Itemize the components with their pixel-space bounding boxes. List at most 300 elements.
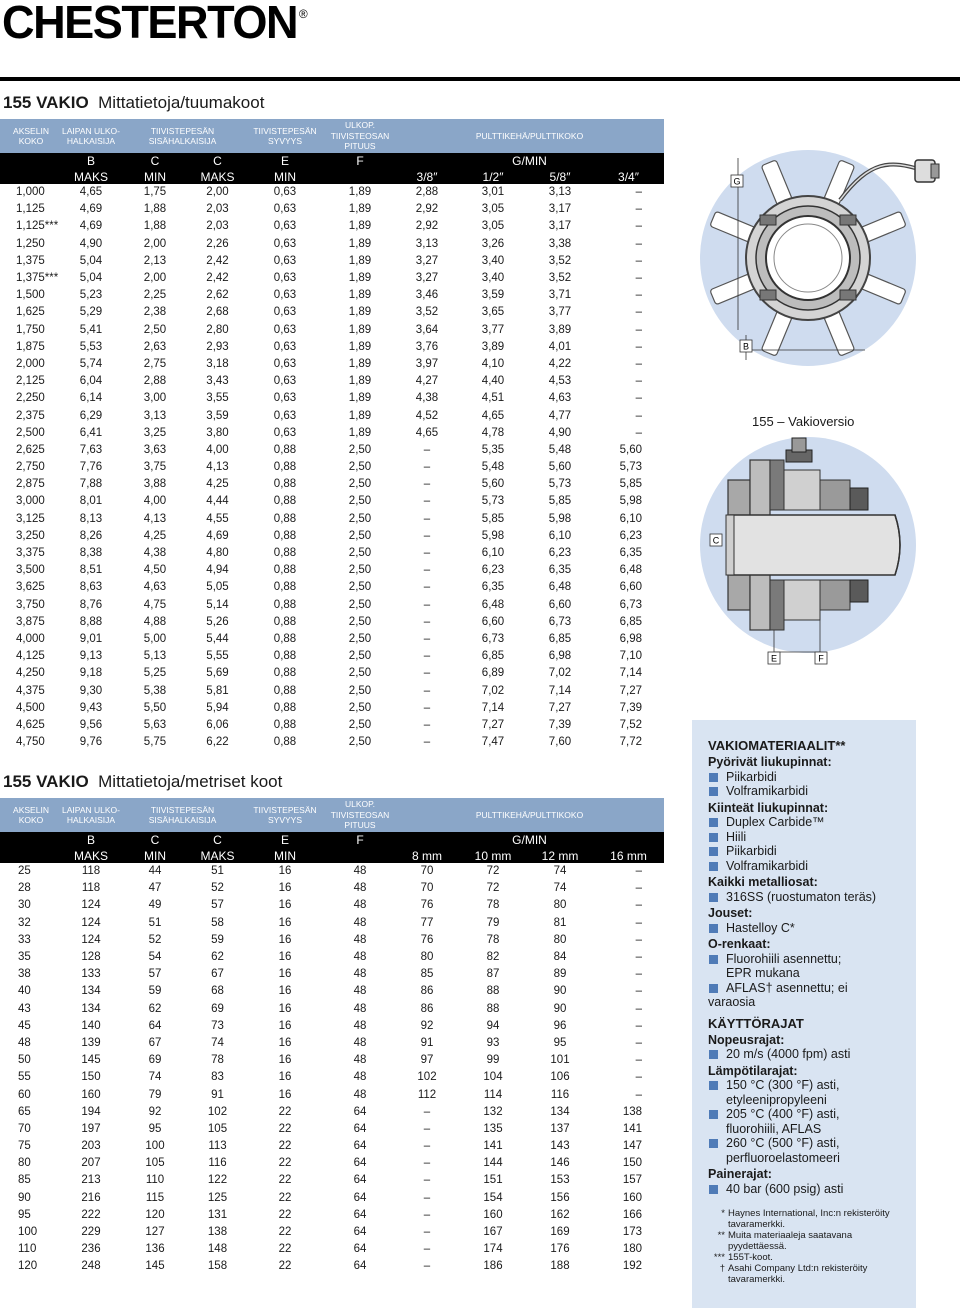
table-cell: –	[423, 581, 431, 594]
table-cell: 65	[18, 1105, 31, 1118]
table-row	[0, 1172, 664, 1189]
table-cell: 4,53	[548, 375, 572, 388]
table-cell: 6,23	[481, 564, 505, 577]
table-cell: 169	[550, 1226, 570, 1239]
table-cell: 1,89	[348, 392, 372, 405]
table-cell: 131	[207, 1208, 228, 1221]
table-row	[0, 1069, 664, 1086]
table-cell: 2,500	[16, 426, 45, 439]
seal-section-view	[700, 437, 916, 653]
bullet-square-icon	[709, 818, 718, 827]
header-bore: TIIVISTEPESÄN SISÄHALKAISIJA	[120, 119, 245, 153]
table-cell: 0,63	[273, 375, 297, 388]
table-cell: 9,30	[79, 684, 103, 697]
table-row	[0, 253, 664, 270]
table-cell: –	[423, 1157, 431, 1170]
table-cell: 118	[81, 882, 101, 895]
table-cell: 94	[486, 1019, 500, 1032]
table-cell: 4,65	[481, 409, 505, 422]
header-bore: TIIVISTEPESÄN SISÄHALKAISIJA	[120, 798, 245, 832]
table-cell: 6,35	[619, 547, 642, 560]
table-cell: 4,63	[548, 392, 572, 405]
table-cell: 45	[18, 1019, 31, 1032]
table-cell: 122	[207, 1174, 228, 1187]
inch-title-sub: Mittatietoja/tuumakoot	[98, 93, 265, 112]
table-cell: 4,38	[415, 392, 439, 405]
table-cell: 0,63	[273, 392, 297, 405]
table-cell: 1,89	[348, 340, 372, 353]
item-text: 205 °C (400 °F) asti,	[726, 1107, 840, 1121]
table-cell: 2,50	[348, 667, 372, 680]
table-cell: 6,14	[79, 392, 103, 405]
table-cell: 16	[278, 951, 292, 964]
table-row	[0, 356, 664, 373]
table-cell: 0,88	[273, 581, 297, 594]
bullet-square-icon	[709, 833, 718, 842]
table-cell: 6,35	[548, 564, 572, 577]
table-cell: 5,48	[481, 461, 505, 474]
header-letter-c-min: C	[120, 832, 190, 848]
table-cell: 75	[18, 1140, 31, 1153]
table-cell: 44	[148, 865, 162, 878]
table-cell: 180	[622, 1243, 642, 1256]
table-cell: 3,40	[481, 272, 505, 285]
table-cell: 2,875	[16, 478, 45, 491]
table-cell: 48	[353, 865, 367, 878]
header-shaft: AKSELIN KOKO	[0, 798, 62, 832]
table-cell: 8,01	[79, 495, 103, 508]
table-cell: 16	[278, 985, 292, 998]
table-cell: 5,85	[481, 512, 505, 525]
table-cell: –	[423, 1208, 431, 1221]
table-cell: 100	[18, 1226, 38, 1239]
table-cell: 85	[420, 968, 434, 981]
table-cell: 52	[148, 933, 162, 946]
footnotes	[708, 1208, 916, 1285]
table-cell: 166	[622, 1208, 642, 1221]
table-cell: 156	[550, 1191, 570, 1204]
table-cell: 116	[208, 1157, 227, 1170]
table-row	[0, 734, 664, 751]
table-cell: 1,88	[143, 220, 167, 233]
table-cell: –	[635, 220, 642, 233]
table-cell: 74	[148, 1071, 162, 1084]
section-title: Kaikki metalliosat:	[708, 875, 818, 889]
table-row	[0, 442, 664, 459]
table-cell: 48	[353, 1036, 367, 1049]
table-cell: 3,25	[143, 426, 167, 439]
table-cell: 64	[353, 1174, 367, 1187]
table-cell: 1,89	[348, 375, 372, 388]
table-cell: –	[635, 340, 642, 353]
table-cell: 6,73	[481, 632, 505, 645]
table-cell: –	[423, 1140, 431, 1153]
item-text: Volframikarbidi	[726, 858, 808, 873]
table-cell: 22	[278, 1226, 292, 1239]
bullet-square-icon	[709, 1081, 718, 1090]
table-cell: 3,26	[481, 237, 505, 250]
table-cell: 80	[553, 933, 567, 946]
table-cell: 59	[148, 985, 162, 998]
table-cell: 6,85	[548, 632, 572, 645]
table-row	[0, 1207, 664, 1224]
footnote-line	[708, 1263, 916, 1274]
table-cell: –	[423, 598, 431, 611]
table-cell: 157	[622, 1174, 642, 1187]
bullet-square-icon	[709, 773, 718, 782]
inch-table-title	[3, 93, 264, 113]
table-cell: 3,17	[548, 220, 572, 233]
table-cell: 52	[211, 882, 224, 895]
table-cell: 9,01	[79, 632, 103, 645]
table-cell: –	[635, 375, 642, 388]
bolt-size: 1/2″	[459, 169, 527, 184]
table-cell: 0,88	[273, 461, 297, 474]
bullet-square-icon	[709, 862, 718, 871]
table-cell: 3,97	[415, 357, 439, 370]
table-cell: 1,88	[143, 203, 167, 216]
svg-text:E: E	[770, 653, 778, 664]
footnote-line	[708, 1230, 916, 1241]
footnote-mark: †	[719, 1263, 725, 1274]
table-cell: 3,18	[206, 357, 229, 370]
table-cell: 143	[550, 1140, 570, 1153]
table-cell: 2,50	[348, 615, 372, 628]
table-cell: 104	[483, 1071, 503, 1084]
table-cell: 2,50	[348, 443, 372, 456]
footnote-line	[708, 1274, 916, 1285]
table-cell: 2,62	[206, 289, 229, 302]
table-cell: 7,27	[619, 684, 642, 697]
table-cell: 4,51	[481, 392, 505, 405]
table-cell: 67	[211, 968, 224, 981]
table-cell: 4,13	[206, 461, 229, 474]
table-cell: 7,14	[481, 701, 505, 714]
material-item	[708, 981, 916, 996]
table-cell: 8,88	[79, 615, 103, 628]
table-cell: 127	[145, 1226, 165, 1239]
table-cell: 96	[553, 1019, 567, 1032]
table-cell: 3,750	[16, 598, 45, 611]
table-cell: 73	[211, 1019, 224, 1032]
material-item	[708, 815, 916, 830]
table-row	[0, 648, 664, 665]
table-cell: 62	[211, 951, 224, 964]
table-cell: 5,38	[143, 684, 167, 697]
table-cell: 8,51	[79, 564, 103, 577]
table-cell: 4,27	[415, 375, 439, 388]
material-item	[708, 1078, 916, 1093]
table-cell: 5,94	[206, 701, 229, 714]
table-cell: 6,89	[481, 667, 505, 680]
table-cell: 1,89	[348, 272, 372, 285]
header-letter-e: E	[245, 153, 325, 169]
table-cell: 2,50	[143, 323, 167, 336]
table-cell: 4,38	[143, 547, 167, 560]
table-cell: 6,85	[619, 615, 642, 628]
table-cell: 0,63	[273, 220, 297, 233]
table-cell: 70	[420, 865, 434, 878]
table-cell: 2,50	[348, 478, 372, 491]
table-cell: 4,77	[548, 409, 572, 422]
header-letter-c-max: C	[190, 832, 245, 848]
table-cell: –	[635, 899, 642, 912]
table-cell: 1,89	[348, 409, 372, 422]
table-cell: 7,76	[79, 461, 103, 474]
table-cell: 7,14	[548, 684, 572, 697]
table-cell: –	[635, 1071, 642, 1084]
material-item	[708, 1047, 916, 1062]
table-cell: 59	[211, 933, 224, 946]
table-cell: 160	[81, 1088, 101, 1101]
table-row	[0, 373, 664, 390]
item-text: Duplex Carbide™	[726, 815, 825, 829]
table-cell: 194	[81, 1105, 101, 1118]
table-row	[0, 562, 664, 579]
table-cell: 80	[553, 899, 567, 912]
table-cell: 64	[353, 1226, 367, 1239]
table-row	[0, 579, 664, 596]
table-cell: 0,88	[273, 564, 297, 577]
table-row	[0, 270, 664, 287]
table-cell: 136	[145, 1243, 165, 1256]
table-cell: 141	[483, 1140, 503, 1153]
table-cell: 6,35	[481, 581, 505, 594]
table-cell: 3,64	[415, 323, 439, 336]
footnote-line	[708, 1208, 916, 1219]
bullet-square-icon	[709, 984, 718, 993]
header-length: ULKOP. TIIVISTEOSAN PITUUS	[325, 119, 395, 153]
item-text: 316SS (ruostumaton teräs)	[726, 889, 877, 904]
table-cell: 2,68	[206, 306, 229, 319]
table-cell: 248	[81, 1260, 101, 1273]
table-cell: 4,375	[16, 684, 45, 697]
table-cell: 1,875	[16, 340, 45, 353]
table-cell: 16	[278, 1019, 292, 1032]
table-cell: 4,90	[79, 237, 103, 250]
table-cell: 38	[18, 968, 31, 981]
material-item	[708, 1122, 916, 1137]
table-cell: 2,50	[348, 461, 372, 474]
table-row	[0, 184, 664, 201]
table-cell: 5,98	[481, 529, 505, 542]
table-cell: 158	[207, 1260, 228, 1273]
table-cell: 79	[148, 1088, 162, 1101]
item-text: 40 bar (600 psig) asti	[726, 1181, 844, 1196]
table-cell: 67	[148, 1036, 162, 1049]
table-row	[0, 631, 664, 648]
item-text: 150 °C (300 °F) asti,	[726, 1078, 840, 1092]
header-flange: LAIPAN ULKO-HALKAISIJA	[62, 119, 120, 153]
table-cell: –	[423, 529, 431, 542]
table-cell: 64	[353, 1105, 367, 1118]
table-cell: 145	[145, 1260, 165, 1273]
table-cell: 4,25	[143, 529, 167, 542]
table-cell: 7,60	[548, 736, 572, 749]
table-cell: 6,85	[481, 650, 505, 663]
table-cell: –	[635, 357, 642, 370]
table-cell: 3,89	[481, 340, 505, 353]
registered-mark: ®	[299, 7, 308, 21]
table-cell: –	[635, 237, 642, 250]
table-cell: 76	[420, 899, 434, 912]
metric-dimension-table	[0, 798, 664, 1276]
table-cell: 5,75	[143, 736, 167, 749]
drawing-label-b	[740, 340, 752, 352]
table-cell: –	[635, 392, 642, 405]
table-cell: 48	[353, 985, 367, 998]
table-cell: 64	[353, 1243, 367, 1256]
table-cell: 3,00	[143, 392, 167, 405]
table-cell: 16	[278, 1088, 292, 1101]
table-cell: 0,63	[273, 357, 297, 370]
table-cell: 4,69	[206, 529, 229, 542]
chesterton-logo: CHESTERTON ®	[2, 0, 308, 48]
table-cell: 3,17	[548, 203, 572, 216]
table-cell: 8,76	[79, 598, 103, 611]
table-cell: –	[635, 409, 642, 422]
table-cell: 3,52	[548, 254, 572, 267]
table-cell: 2,50	[348, 650, 372, 663]
table-cell: 69	[211, 1002, 224, 1015]
table-cell: 93	[486, 1036, 500, 1049]
bullet-square-icon	[709, 955, 718, 964]
table-cell: 5,00	[143, 632, 167, 645]
section-title: Lämpötilarajat:	[708, 1063, 798, 1078]
table-cell: 4,500	[16, 701, 45, 714]
table-cell: 6,41	[79, 426, 103, 439]
table-cell: 1,500	[16, 289, 45, 302]
table-cell: 4,78	[481, 426, 505, 439]
table-row	[0, 476, 664, 493]
table-cell: –	[423, 1105, 431, 1118]
table-cell: 4,44	[206, 495, 229, 508]
table-cell: 9,56	[79, 718, 103, 731]
table-cell: 1,750	[16, 323, 45, 336]
table-cell: 3,88	[143, 478, 167, 491]
table-cell: 85	[18, 1174, 31, 1187]
table-cell: 120	[145, 1208, 165, 1221]
table-cell: 87	[486, 968, 500, 981]
table-row	[0, 915, 664, 932]
table-cell: 4,00	[206, 443, 229, 456]
table-cell: 153	[550, 1174, 570, 1187]
table-cell: 3,63	[143, 443, 167, 456]
table-cell: 2,63	[143, 340, 167, 353]
table-cell: 133	[81, 968, 101, 981]
table-cell: 2,50	[348, 547, 372, 560]
table-cell: 6,98	[619, 632, 642, 645]
table-cell: 3,05	[481, 203, 505, 216]
table-cell: 5,05	[206, 581, 229, 594]
table-cell: 76	[420, 933, 434, 946]
metric-table-title	[3, 772, 282, 792]
table-cell: 6,73	[619, 598, 642, 611]
table-row	[0, 287, 664, 304]
table-cell: 8,38	[79, 547, 103, 560]
table-cell: 3,01	[481, 186, 505, 199]
header-letter-e: E	[245, 832, 325, 848]
table-cell: 0,88	[273, 667, 297, 680]
table-cell: 1,375***	[16, 272, 59, 285]
table-cell: 2,13	[143, 254, 167, 267]
table-cell: 2,50	[348, 529, 372, 542]
table-row	[0, 863, 664, 880]
table-cell: 33	[18, 933, 31, 946]
metric-table-body	[0, 863, 664, 1276]
table-cell: 188	[550, 1260, 570, 1273]
table-cell: 3,125	[16, 512, 45, 525]
table-cell: 43	[18, 1002, 31, 1015]
svg-text:G: G	[733, 176, 741, 187]
table-cell: 118	[81, 865, 101, 878]
table-cell: 8,26	[79, 529, 103, 542]
table-cell: 1,125***	[16, 220, 59, 233]
table-cell: 62	[148, 1002, 162, 1015]
table-cell: 102	[207, 1105, 228, 1118]
table-cell: 145	[81, 1054, 101, 1067]
material-item	[708, 890, 916, 905]
table-cell: 78	[211, 1054, 224, 1067]
table-cell: 2,93	[206, 340, 229, 353]
table-cell: 64	[353, 1260, 367, 1273]
table-cell: 4,625	[16, 718, 45, 731]
table-cell: 6,48	[548, 581, 572, 594]
table-cell: 3,13	[548, 186, 572, 199]
table-cell: 89	[553, 968, 567, 981]
table-cell: 74	[553, 865, 567, 878]
table-cell: 3,27	[415, 272, 439, 285]
table-row	[0, 1086, 664, 1103]
material-item	[708, 966, 916, 981]
table-cell: 80	[420, 951, 434, 964]
table-cell: 2,00	[206, 186, 229, 199]
table-cell: 22	[278, 1260, 292, 1273]
item-text: Piikarbidi	[726, 769, 777, 784]
table-row	[0, 932, 664, 949]
bolt-size: 12 mm	[527, 848, 593, 863]
table-cell: 48	[353, 1019, 367, 1032]
bolt-size: 16 mm	[593, 848, 664, 863]
table-row	[0, 1035, 664, 1052]
header-letter-c-min: C	[120, 153, 190, 169]
table-row	[0, 966, 664, 983]
table-cell: 112	[417, 1088, 437, 1101]
drawing-label-c	[710, 534, 722, 546]
table-cell: 4,40	[481, 375, 505, 388]
item-text: Fluorohiili asennettu;	[726, 951, 842, 966]
table-cell: 3,250	[16, 529, 45, 542]
table-cell: 2,50	[348, 564, 372, 577]
table-row	[0, 304, 664, 321]
table-cell: 5,04	[79, 272, 103, 285]
table-cell: 1,89	[348, 306, 372, 319]
table-cell: 35	[18, 951, 31, 964]
item-text: etyleenipropyleeni	[726, 1092, 827, 1107]
table-cell: 22	[278, 1174, 292, 1187]
item-text: 20 m/s (4000 fpm) asti	[726, 1047, 851, 1061]
table-cell: 5,98	[619, 495, 642, 508]
table-cell: 144	[483, 1157, 503, 1170]
table-cell: –	[635, 323, 642, 336]
header-c-max: MAKS	[190, 169, 245, 184]
table-cell: 120	[18, 1260, 38, 1273]
item-text: varaosia	[708, 995, 756, 1009]
table-cell: 79	[486, 916, 500, 929]
table-cell: 125	[207, 1191, 228, 1204]
table-cell: –	[423, 701, 431, 714]
table-cell: 30	[18, 899, 31, 912]
